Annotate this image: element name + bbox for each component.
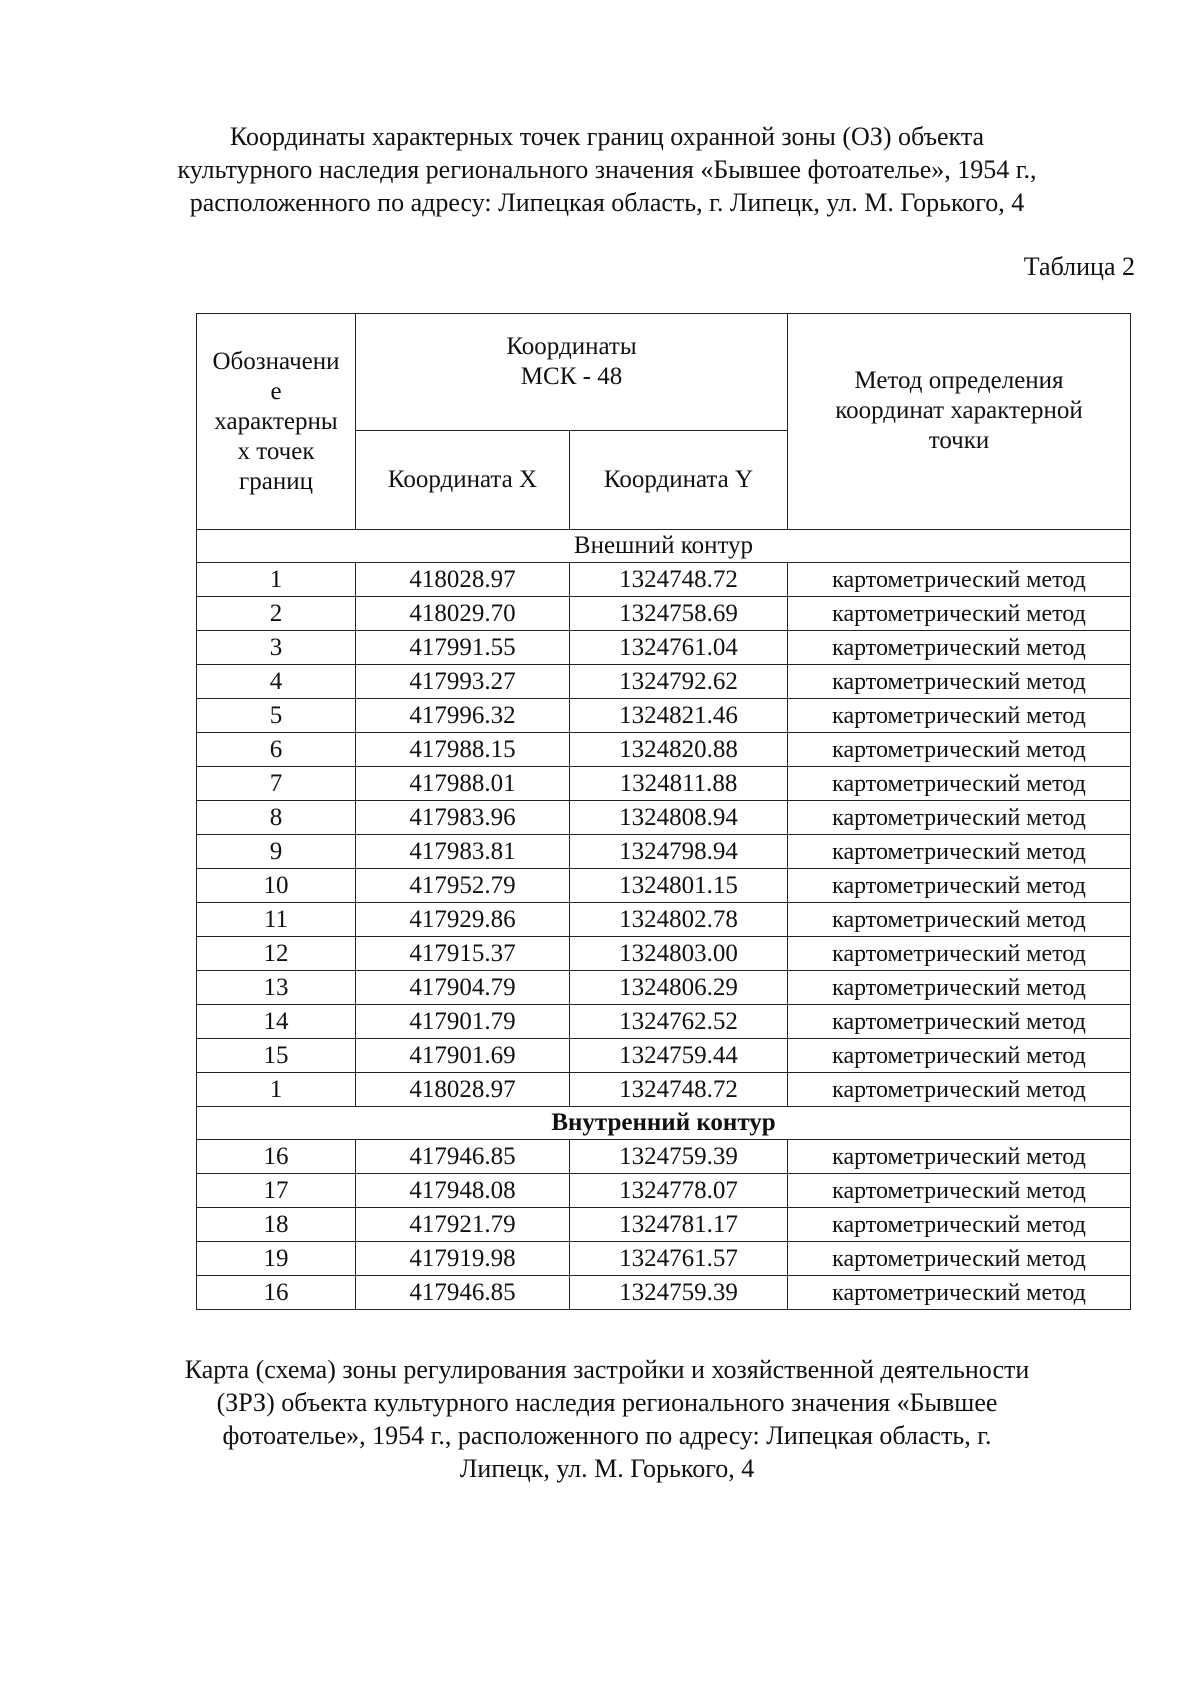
- coordinate-y-cell: 1324803.00: [570, 937, 788, 971]
- table-row: [197, 1073, 1131, 1107]
- point-cell: 13: [197, 971, 356, 1005]
- method-cell: картометрический метод: [788, 631, 1131, 665]
- footer-line: Карта (схема) зоны регулирования застройки и хозяйственной деятельности: [184, 1355, 1030, 1384]
- method-cell: картометрический метод: [788, 699, 1131, 733]
- point-cell: 14: [197, 1005, 356, 1039]
- point-cell: 3: [197, 631, 356, 665]
- coordinate-y-cell: 1324821.46: [570, 699, 788, 733]
- section-title: Внешний контур: [197, 530, 1131, 563]
- coordinate-y-cell: 1324806.29: [570, 971, 788, 1005]
- method-cell: картометрический метод: [788, 1073, 1131, 1107]
- table-row: [197, 563, 1131, 597]
- table-row: [197, 1140, 1131, 1174]
- method-cell: картометрический метод: [788, 1140, 1131, 1174]
- table-row: [197, 597, 1131, 631]
- coordinate-x-cell: 417993.27: [356, 665, 570, 699]
- method-cell: картометрический метод: [788, 937, 1131, 971]
- coordinate-x-cell: 418028.97: [356, 1073, 570, 1107]
- header-coords-line: МСК - 48: [520, 363, 623, 390]
- coordinate-y-cell: 1324801.15: [570, 869, 788, 903]
- method-cell: картометрический метод: [788, 1208, 1131, 1242]
- header-point-line: характерны: [214, 407, 338, 435]
- coordinate-y-cell: 1324808.94: [570, 801, 788, 835]
- title-line: расположенного по адресу: Липецкая область, г. Липецк, ул. М. Горького, 4: [189, 188, 1025, 217]
- coordinate-y-cell: 1324792.62: [570, 665, 788, 699]
- point-cell: 10: [197, 869, 356, 903]
- table-row: [197, 869, 1131, 903]
- coordinate-y-cell: 1324748.72: [570, 1073, 788, 1107]
- point-cell: 6: [197, 733, 356, 767]
- coordinate-x-cell: 418029.70: [356, 597, 570, 631]
- method-cell: картометрический метод: [788, 733, 1131, 767]
- method-cell: картометрический метод: [788, 903, 1131, 937]
- header-point-line: границ: [239, 467, 313, 495]
- point-cell: 15: [197, 1039, 356, 1073]
- header-coordinate-x: Координата X: [356, 431, 570, 530]
- point-cell: 18: [197, 1208, 356, 1242]
- table-row: [197, 733, 1131, 767]
- table-row: [197, 971, 1131, 1005]
- coordinate-x-cell: 417901.69: [356, 1039, 570, 1073]
- method-cell: картометрический метод: [788, 1005, 1131, 1039]
- point-cell: 17: [197, 1174, 356, 1208]
- point-cell: 5: [197, 699, 356, 733]
- table-row: [197, 767, 1131, 801]
- header-point-designation: [197, 314, 356, 530]
- header-row: [197, 314, 1131, 431]
- coordinate-x-cell: 417919.98: [356, 1242, 570, 1276]
- point-cell: 19: [197, 1242, 356, 1276]
- coordinate-y-cell: 1324761.57: [570, 1242, 788, 1276]
- header-method: [788, 314, 1131, 530]
- coordinate-x-cell: 417948.08: [356, 1174, 570, 1208]
- coordinate-x-cell: 417921.79: [356, 1208, 570, 1242]
- table-row: [197, 801, 1131, 835]
- coordinate-x-cell: 417983.81: [356, 835, 570, 869]
- table-row: [197, 665, 1131, 699]
- coordinate-x-cell: 417988.01: [356, 767, 570, 801]
- method-cell: картометрический метод: [788, 971, 1131, 1005]
- method-cell: картометрический метод: [788, 563, 1131, 597]
- coordinate-x-cell: 417901.79: [356, 1005, 570, 1039]
- table-row: [197, 1242, 1131, 1276]
- point-cell: 1: [197, 1073, 356, 1107]
- coordinate-y-cell: 1324802.78: [570, 903, 788, 937]
- header-point-line: Обозначени: [212, 347, 340, 375]
- coordinates-table: [196, 313, 1131, 1310]
- title-line: культурного наследия регионального значения «Бывшее фотоателье», 1954 г.,: [177, 155, 1037, 184]
- coordinate-y-cell: 1324758.69: [570, 597, 788, 631]
- footer-line: Липецк, ул. М. Горького, 4: [459, 1454, 755, 1483]
- section-row: [197, 530, 1131, 563]
- section-title: Внутренний контур: [197, 1107, 1131, 1140]
- coordinate-x-cell: 417988.15: [356, 733, 570, 767]
- table-row: [197, 699, 1131, 733]
- coordinate-y-cell: 1324759.39: [570, 1140, 788, 1174]
- method-cell: картометрический метод: [788, 1242, 1131, 1276]
- footer-line: (ЗРЗ) объекта культурного наследия регионального значения «Бывшее: [216, 1388, 998, 1417]
- point-cell: 12: [197, 937, 356, 971]
- table-row: [197, 903, 1131, 937]
- header-point-line: е: [270, 377, 282, 405]
- point-cell: 4: [197, 665, 356, 699]
- table-row: [197, 1276, 1131, 1310]
- coordinate-y-cell: 1324781.17: [570, 1208, 788, 1242]
- coordinate-y-cell: 1324759.44: [570, 1039, 788, 1073]
- footer-caption: [150, 1353, 1064, 1485]
- point-cell: 11: [197, 903, 356, 937]
- table-row: [197, 835, 1131, 869]
- method-cell: картометрический метод: [788, 835, 1131, 869]
- coordinate-y-cell: 1324759.39: [570, 1276, 788, 1310]
- title-line: Координаты характерных точек границ охранной зоны (ОЗ) объекта: [229, 122, 985, 151]
- point-cell: 9: [197, 835, 356, 869]
- point-cell: 1: [197, 563, 356, 597]
- coordinate-x-cell: 417996.32: [356, 699, 570, 733]
- header-method-line: Метод определения: [854, 367, 1064, 394]
- table-row: [197, 937, 1131, 971]
- table-label: Таблица 2: [1023, 252, 1135, 281]
- coordinate-x-cell: 417952.79: [356, 869, 570, 903]
- header-method-line: координат характерной: [835, 397, 1083, 424]
- coordinate-y-cell: 1324761.04: [570, 631, 788, 665]
- table-row: [197, 1005, 1131, 1039]
- document-title: [150, 120, 1064, 219]
- point-cell: 7: [197, 767, 356, 801]
- coordinate-x-cell: 417983.96: [356, 801, 570, 835]
- header-coordinate-y: Координата Y: [570, 431, 788, 530]
- header-coords-line: Координаты: [506, 333, 637, 360]
- coordinate-y-cell: 1324811.88: [570, 767, 788, 801]
- coordinate-x-cell: 417915.37: [356, 937, 570, 971]
- method-cell: картометрический метод: [788, 869, 1131, 903]
- header-method-line: точки: [928, 427, 990, 454]
- coordinate-y-cell: 1324798.94: [570, 835, 788, 869]
- method-cell: картометрический метод: [788, 767, 1131, 801]
- coordinate-x-cell: 417991.55: [356, 631, 570, 665]
- coordinate-y-cell: 1324778.07: [570, 1174, 788, 1208]
- coordinate-y-cell: 1324820.88: [570, 733, 788, 767]
- section-row: [197, 1107, 1131, 1140]
- table-row: [197, 1039, 1131, 1073]
- method-cell: картометрический метод: [788, 1039, 1131, 1073]
- header-point-line: х точек: [237, 437, 315, 465]
- footer-line: фотоателье», 1954 г., расположенного по адресу: Липецкая область, г.: [222, 1421, 992, 1450]
- coordinate-x-cell: 417946.85: [356, 1140, 570, 1174]
- point-cell: 8: [197, 801, 356, 835]
- method-cell: картометрический метод: [788, 665, 1131, 699]
- table-row: [197, 1174, 1131, 1208]
- coordinate-x-cell: 417904.79: [356, 971, 570, 1005]
- method-cell: картометрический метод: [788, 1276, 1131, 1310]
- table-row: [197, 1208, 1131, 1242]
- coordinate-y-cell: 1324748.72: [570, 563, 788, 597]
- table-row: [197, 631, 1131, 665]
- header-coordinates: [356, 314, 788, 431]
- method-cell: картометрический метод: [788, 1174, 1131, 1208]
- point-cell: 16: [197, 1276, 356, 1310]
- coordinate-x-cell: 418028.97: [356, 563, 570, 597]
- coordinate-x-cell: 417929.86: [356, 903, 570, 937]
- coordinate-y-cell: 1324762.52: [570, 1005, 788, 1039]
- method-cell: картометрический метод: [788, 801, 1131, 835]
- coordinate-x-cell: 417946.85: [356, 1276, 570, 1310]
- point-cell: 2: [197, 597, 356, 631]
- method-cell: картометрический метод: [788, 597, 1131, 631]
- point-cell: 16: [197, 1140, 356, 1174]
